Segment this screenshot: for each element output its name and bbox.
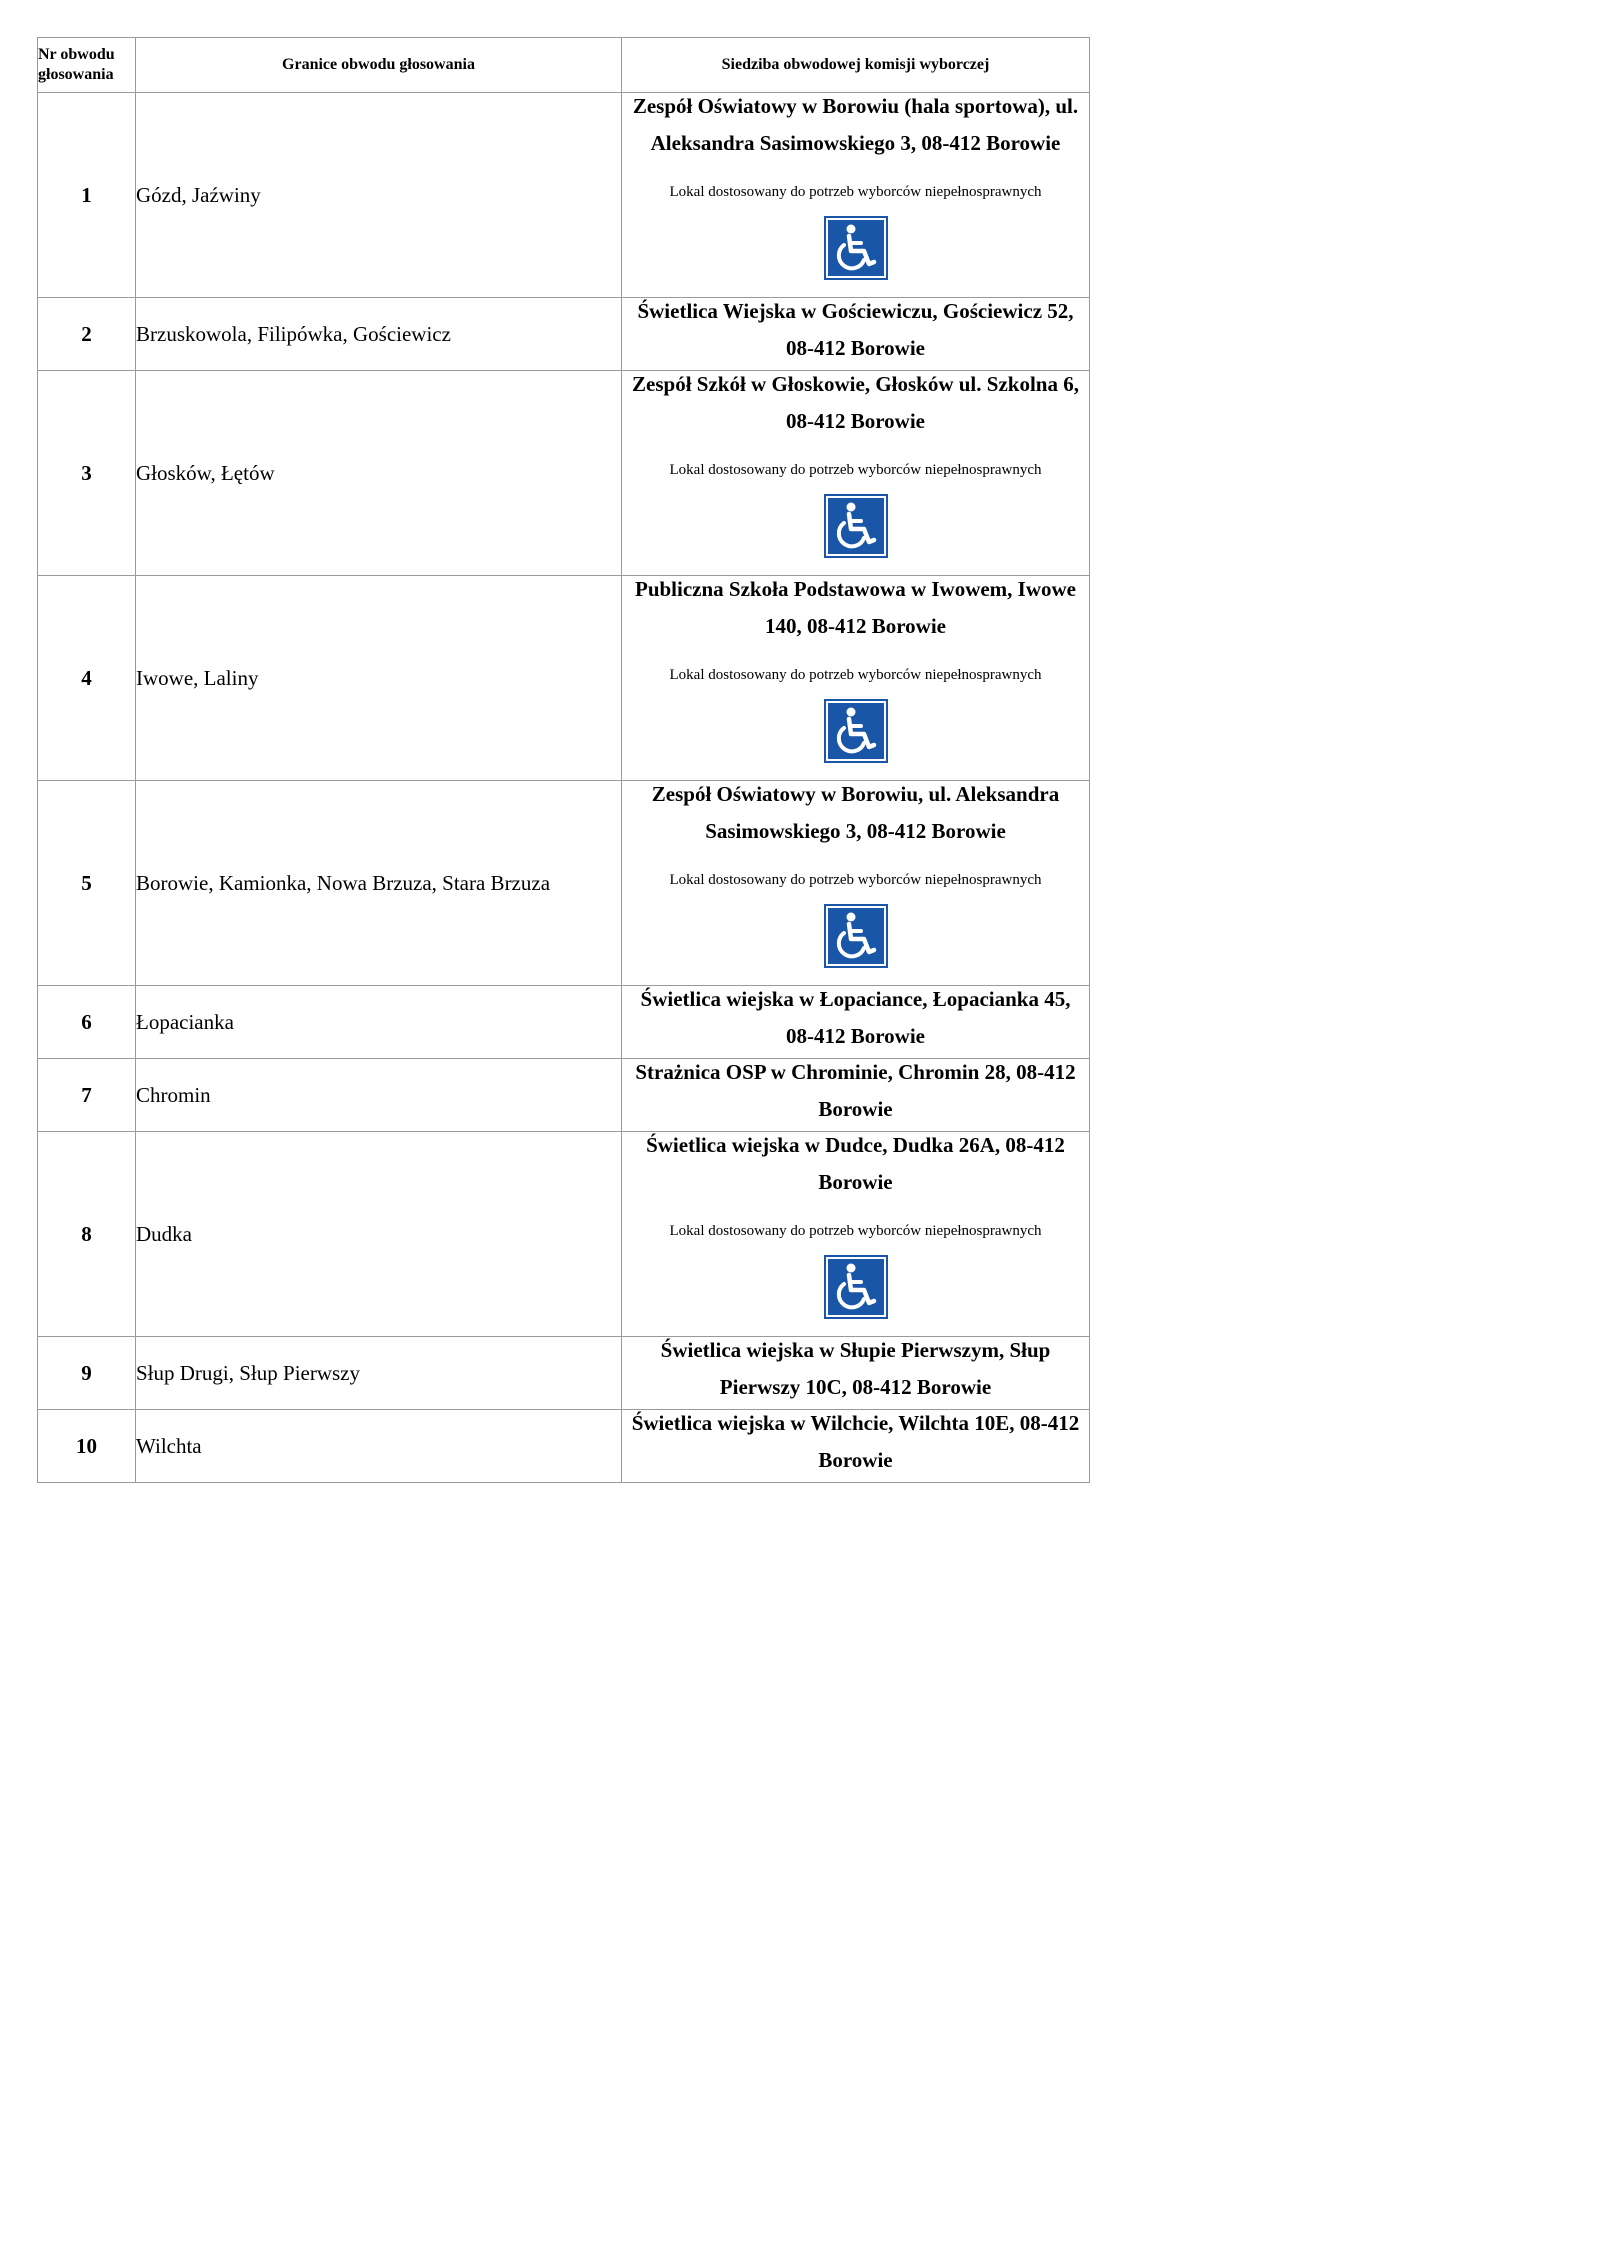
district-number: 4 <box>38 576 136 781</box>
district-boundaries: Wilchta <box>136 1410 622 1483</box>
commission-seat <box>622 576 1090 781</box>
district-number: 6 <box>38 986 136 1059</box>
table-row <box>38 1410 1090 1483</box>
accessibility-note: Lokal dostosowany do potrzeb wyborców niepełnosprawnych <box>669 872 1042 888</box>
commission-seat <box>622 371 1090 576</box>
seat-address: Publiczna Szkoła Podstawowa w Iwowem, Iwowe 140, 08-412 Borowie <box>635 577 1076 638</box>
district-boundaries: Głosków, Łętów <box>136 371 622 576</box>
seat-address: Świetlica Wiejska w Gościewiczu, Gościewicz 52, 08-412 Borowie <box>637 299 1074 360</box>
commission-seat <box>622 1337 1090 1410</box>
table-row <box>38 93 1090 298</box>
district-number: 1 <box>38 93 136 298</box>
district-number: 9 <box>38 1337 136 1410</box>
seat-address: Świetlica wiejska w Wilchcie, Wilchta 10E, 08-412 Borowie <box>631 1411 1080 1472</box>
wheelchair-accessibility-icon <box>824 904 888 968</box>
commission-seat <box>622 1059 1090 1132</box>
commission-seat <box>622 93 1090 298</box>
district-boundaries: Borowie, Kamionka, Nowa Brzuza, Stara Brzuza <box>136 781 622 986</box>
table-row <box>38 986 1090 1059</box>
commission-seat <box>622 986 1090 1059</box>
commission-seat <box>622 781 1090 986</box>
accessibility-note: Lokal dostosowany do potrzeb wyborców niepełnosprawnych <box>669 1223 1042 1239</box>
seat-address: Zespół Oświatowy w Borowiu (hala sportowa), ul. Aleksandra Sasimowskiego 3, 08-412 Borowie <box>632 94 1079 155</box>
table-body <box>38 93 1090 1483</box>
wheelchair-accessibility-icon <box>824 1255 888 1319</box>
district-boundaries: Słup Drugi, Słup Pierwszy <box>136 1337 622 1410</box>
district-number: 2 <box>38 298 136 371</box>
table-row <box>38 576 1090 781</box>
seat-address: Świetlica wiejska w Łopaciance, Łopacianka 45, 08-412 Borowie <box>640 987 1071 1048</box>
commission-seat <box>622 298 1090 371</box>
seat-address: Świetlica wiejska w Dudce, Dudka 26A, 08-412 Borowie <box>646 1133 1065 1194</box>
accessibility-note: Lokal dostosowany do potrzeb wyborców niepełnosprawnych <box>669 667 1042 683</box>
table-row <box>38 781 1090 986</box>
district-number: 8 <box>38 1132 136 1337</box>
header-district-boundaries: Granice obwodu głosowania <box>136 38 622 93</box>
district-boundaries: Dudka <box>136 1132 622 1337</box>
seat-address: Świetlica wiejska w Słupie Pierwszym, Słup Pierwszy 10C, 08-412 Borowie <box>660 1338 1051 1399</box>
district-boundaries: Chromin <box>136 1059 622 1132</box>
wheelchair-accessibility-icon <box>824 494 888 558</box>
table-row <box>38 371 1090 576</box>
commission-seat <box>622 1410 1090 1483</box>
seat-address: Zespół Oświatowy w Borowiu, ul. Aleksandra Sasimowskiego 3, 08-412 Borowie <box>651 782 1060 843</box>
header-commission-seat: Siedziba obwodowej komisji wyborczej <box>622 38 1090 93</box>
voting-districts-table <box>37 37 1090 1483</box>
seat-address: Zespół Szkół w Głoskowie, Głosków ul. Szkolna 6, 08-412 Borowie <box>632 372 1079 433</box>
wheelchair-accessibility-icon <box>824 699 888 763</box>
table-row <box>38 1059 1090 1132</box>
district-boundaries: Brzuskowola, Filipówka, Gościewicz <box>136 298 622 371</box>
district-boundaries: Iwowe, Laliny <box>136 576 622 781</box>
table-header-row <box>38 38 1090 93</box>
table-row <box>38 1132 1090 1337</box>
commission-seat <box>622 1132 1090 1337</box>
district-boundaries: Łopacianka <box>136 986 622 1059</box>
district-number: 5 <box>38 781 136 986</box>
district-number: 7 <box>38 1059 136 1132</box>
district-number: 10 <box>38 1410 136 1483</box>
accessibility-note: Lokal dostosowany do potrzeb wyborców niepełnosprawnych <box>669 462 1042 478</box>
district-boundaries: Gózd, Jaźwiny <box>136 93 622 298</box>
seat-address: Strażnica OSP w Chrominie, Chromin 28, 08-412 Borowie <box>635 1060 1076 1121</box>
header-district-number: Nr obwodu głosowania <box>38 38 136 93</box>
wheelchair-accessibility-icon <box>824 216 888 280</box>
table-row <box>38 1337 1090 1410</box>
table-row <box>38 298 1090 371</box>
accessibility-note: Lokal dostosowany do potrzeb wyborców niepełnosprawnych <box>669 184 1042 200</box>
district-number: 3 <box>38 371 136 576</box>
